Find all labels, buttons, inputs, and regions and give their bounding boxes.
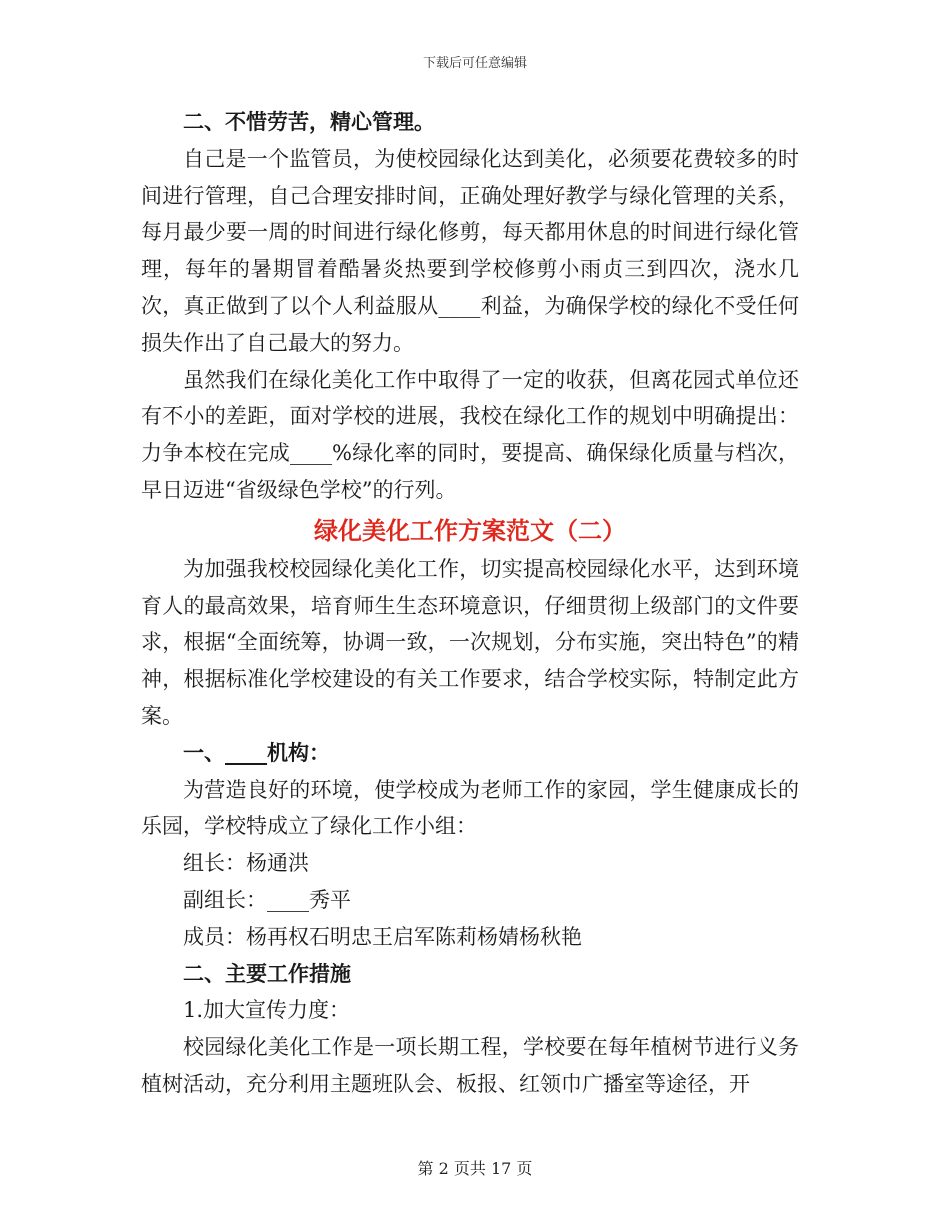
page-header: 下载后可任意编辑: [422, 56, 527, 71]
section-heading-one: 一、____机构：: [183, 739, 330, 765]
paragraph: 为加强我校校园绿化美化工作，切实提高校园绿化水平，达到环境育人的最高效果，培育师生生态环境意识，仔细贯彻上级部门的文件要求，根据“全面统筹，协调一致，一次规划，分布实施，突出特色”的精神，根据标准化学校建设的有关工作要求，结合学校实际，特制定此方案。: [141, 556, 799, 728]
paragraph: 自己是一个监管员，为使校园绿化达到美化，必须要花费较多的时间进行管理，自己合理安排时间，正确处理好教学与绿化管理的关系，每月最少要一周的时间进行绿化修剪，每天都用休息的时间进行绿化管理，每年的暑期冒着酷暑炎热要到学校修剪小雨贞三到四次，浇水几次，真正做到了以个人利益服从____利益，为确保学校的绿化不受任何损失作出了自己最大的努力。: [141, 146, 799, 355]
paragraph: 成员：杨再权石明忠王启军陈莉杨婧杨秋艳: [183, 924, 582, 949]
paragraph: 副组长：____秀平: [183, 887, 351, 912]
section-heading-two: 二、主要工作措施: [183, 960, 351, 986]
paragraph: 1.加大宣传力度：: [183, 998, 351, 1023]
page-footer: 第 2 页共 17 页: [417, 1159, 533, 1178]
paragraph: 虽然我们在绿化美化工作中取得了一定的收获，但离花园式单位还有不小的差距，面对学校的进展，我校在绿化工作的规划中明确提出：力争本校在完成____%绿化率的同时，要提高、确保绿化质量与档次，早日迈进“省级绿色学校”的行列。: [141, 367, 799, 502]
paragraph: 校园绿化美化工作是一项长期工程，学校要在每年植树节进行义务植树活动，充分利用主题班队会、板报、红领巾广播室等途径，开: [141, 1035, 799, 1096]
paragraph: 为营造良好的环境，使学校成为老师工作的家园，学生健康成长的乐园，学校特成立了绿化工作小组：: [141, 777, 799, 839]
document-title: 绿化美化工作方案范文（二）: [314, 515, 626, 545]
paragraph: 组长：杨通洪: [183, 851, 309, 876]
section-heading-second: 二、不惜劳苦，精心管理。: [183, 109, 435, 134]
document-body: [141, 104, 799, 1103]
